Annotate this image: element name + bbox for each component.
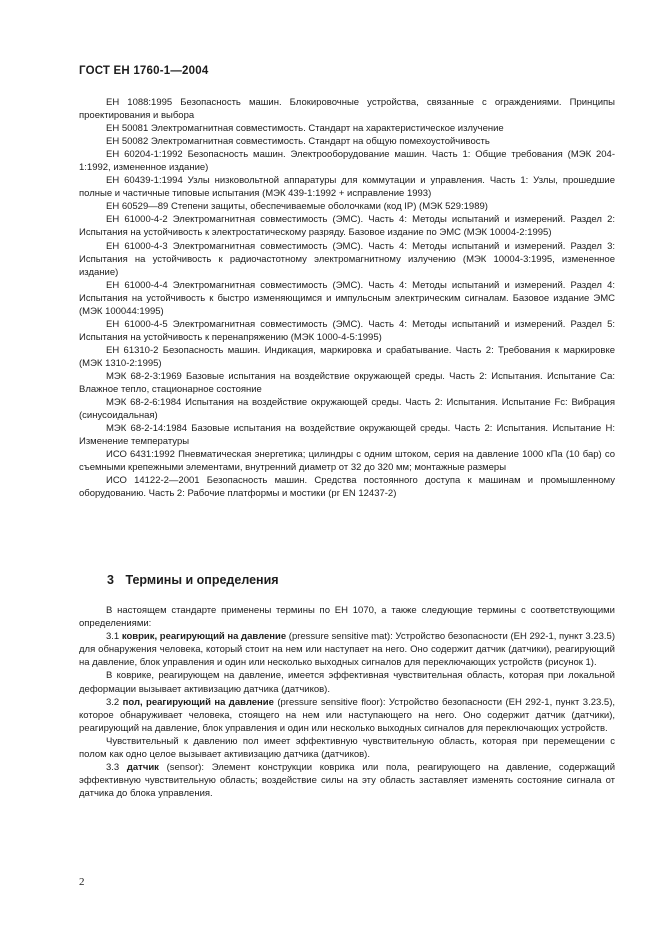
section-heading <box>107 573 279 587</box>
reference-item: МЭК 68-2-6:1984 Испытания на воздействие окружающей среды. Часть 2: Испытания. Испытание Fc: Вибрация (синусоидальная) <box>79 397 615 422</box>
term-entry <box>79 761 615 800</box>
normative-references <box>79 96 615 500</box>
reference-item: МЭК 68-2-14:1984 Базовые испытания на воздействие окружающей среды. Часть 2: Испытания. Испытание Н: Изменение температуры <box>79 423 615 448</box>
term-name: датчик <box>126 762 159 774</box>
reference-item: ЕН 60439-1:1994 Узлы низковольтной аппаратуры для коммутации и управления. Часть 1: Узлы, прошедшие полные и частичные типовые испытания (МЭК 439-1:1992 + исправление 1993) <box>79 175 615 200</box>
section-title: Термины и определения <box>125 573 279 587</box>
term-number: 3.2 <box>106 696 120 708</box>
reference-item: ЕН 61000-4-4 Электромагнитная совместимость (ЭМС). Часть 4: Методы испытаний и измерений. Раздел 4: Испытания на устойчивость к быстро изменяющимся и импульсным электрическим сигналам. Базовое издание ЭМС (МЭК 100044:1995) <box>79 279 615 317</box>
reference-item: МЭК 68-2-3:1969 Базовые испытания на воздействие окружающей среды. Часть 2: Испытания. Испытание Са: Влажное тепло, стационарное состояние <box>79 370 615 396</box>
section-number: 3 <box>107 573 114 587</box>
term-definition: (sensor): Элемент конструкции коврика или пола, реагирующего на давление, содержащий эффективную чувствительную область; воздействие силы на эту область заставляет изменять состояние сигнала от датчика до блока управления. <box>79 762 616 800</box>
intro-paragraph: В настоящем стандарте применены термины по ЕН 1070, а также следующие термины с соответствующими определениями: <box>79 605 615 630</box>
term-name: пол, реагирующий на давление <box>122 696 274 708</box>
reference-item: ИСО 6431:1992 Пневматическая энергетика; цилиндры с одним штоком, серия на давление 1000 кПа (10 бар) со съемными крепежными элементами, внутренний диаметр от 32 до 320 мм; монтажные размеры <box>79 449 615 474</box>
reference-item: ИСО 14122-2—2001 Безопасность машин. Средства постоянного доступа к машинам и промышленному оборудованию. Часть 2: Рабочие платформы и мостики (pr EN 12437-2) <box>79 475 615 500</box>
term-name: коврик, реагирующий на давление <box>121 631 287 643</box>
term-entry <box>79 696 615 735</box>
reference-item: ЕН 60529—89 Степени защиты, обеспечиваемые оболочками (код IP) (МЭК 529:1989) <box>106 201 488 213</box>
reference-item: ЕН 50082 Электромагнитная совместимость. Стандарт на общую помехоустойчивость <box>106 136 490 148</box>
reference-item: ЕН 1088:1995 Безопасность машин. Блокировочные устройства, связанные с ограждениями. Принципы проектирования и выбора <box>79 97 615 122</box>
term-definition: (pressure sensitive floor): Устройство безопасности (ЕН 292-1, пункт 3.23.5), которое обнаруживает человека, стоящего на нем или наступающего на него. Оно содержит датчик (датчики), реагирующий на давление, блок управления и один или несколько выходных сигналов для переключающих устройств. <box>79 696 616 734</box>
term-note: Чувствительный к давлению пол имеет эффективную чувствительную область, которая при перемещении с полом как одно целое вызывает активизацию датчика (датчиков). <box>79 735 615 761</box>
page-number: 2 <box>79 876 85 888</box>
term-number: 3.1 <box>106 631 120 643</box>
reference-item: ЕН 61000-4-3 Электромагнитная совместимость (ЭМС). Часть 4: Методы испытаний и измерений. Раздел 3: Испытания на устойчивость к радиочастотному электромагнитному излучению (МЭК 10004-3:1995, измененное издание) <box>79 240 615 278</box>
document-header: ГОСТ ЕН 1760-1—2004 <box>79 65 209 77</box>
reference-item: ЕН 61000-4-5 Электромагнитная совместимость (ЭМС). Часть 4: Методы испытаний и измерений. Раздел 5: Испытания на устойчивость к перенапряжению (МЭК 1000-4-5:1995) <box>79 318 615 343</box>
term-entry <box>79 630 615 669</box>
reference-item: ЕН 61310-2 Безопасность машин. Индикация, маркировка и срабатывание. Часть 2: Требования к маркировке (МЭК 1310-2:1995) <box>79 344 615 369</box>
reference-item: ЕН 61000-4-2 Электромагнитная совместимость (ЭМС). Часть 4: Методы испытаний и измерений. Раздел 2: Испытания на устойчивость к электростатическому разряду. Базовое издание по ЭМС (МЭК 10004-2:1995) <box>79 214 615 239</box>
term-definition: (pressure sensitive mat): Устройство безопасности (ЕН 292-1, пункт 3.23.5) для обнаружения человека, который стоит на нем или наступает на него. Оно содержит датчик (датчики), реагирующий на давление, блок управления и один или несколько выходных сигналов для переключающих устройств (рисунок 1). <box>79 631 616 669</box>
reference-item: ЕН 60204-1:1992 Безопасность машин. Электрооборудование машин. Часть 1: Общие требования (МЭК 204-1:1992, измененное издание) <box>79 149 615 174</box>
term-number: 3.3 <box>106 762 120 774</box>
terms-section <box>79 604 615 800</box>
reference-item: ЕН 50081 Электромагнитная совместимость. Стандарт на характеристическое излучение <box>106 123 504 135</box>
term-note: В коврике, реагирующем на давление, имеется эффективная чувствительная область, которая при локальной деформации вызывает активизацию датчика (датчиков). <box>79 670 615 695</box>
